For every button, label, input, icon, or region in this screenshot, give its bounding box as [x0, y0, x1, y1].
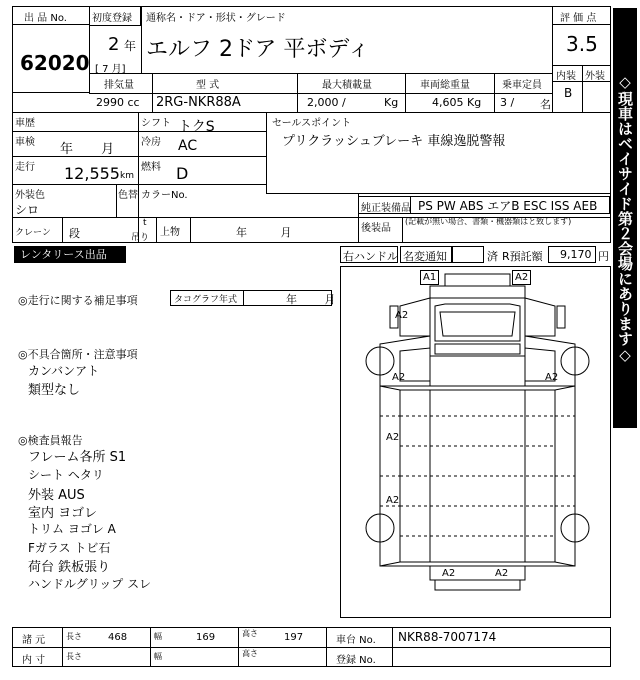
running-notes-label: ◎走行に関する補足事項 [18, 294, 138, 307]
gross-weight: 4,605 Kg [432, 96, 482, 109]
report-item: フレーム各所 S1 [28, 450, 127, 465]
sales-point-label: セールスポイント [272, 118, 352, 129]
overall-grade: 3.5 [566, 32, 598, 56]
mileage: 12,555 [64, 164, 120, 183]
inner-dims-label: 内 寸 [22, 655, 46, 666]
report-item: Fガラス トビ石 [28, 541, 111, 555]
registration-label: 登録 No. [336, 655, 376, 666]
chassis-label: 車台 No. [336, 635, 376, 646]
truck-outline [340, 266, 611, 618]
report-item: ハンドルグリップ スレ [28, 577, 152, 591]
name-change-label: 名変通知 [403, 250, 447, 263]
mileage-label: 走行 [15, 162, 35, 173]
capacity-unit: 名 [540, 98, 551, 111]
mileage-unit: km [120, 171, 134, 181]
dims-label: 諸 元 [22, 635, 46, 646]
reg-year-unit: 年 [124, 39, 137, 53]
damage-mark: A2 [395, 310, 409, 321]
grade-label: 評 価 点 [560, 13, 597, 24]
damage-mark: A2 [386, 495, 400, 506]
report-item: トリム ヨゴレ A [28, 522, 116, 536]
exterior-grade-label: 外装 [585, 71, 605, 82]
upper-label: 上物 [160, 227, 180, 238]
color-change-label: 色替 [118, 190, 138, 201]
damage-mark: A1 [420, 270, 439, 285]
car-name: エルフ 2ドア 平ボディ [146, 37, 370, 62]
aftermarket-note: (記載が無い場合、書類・機器類はと致します) [405, 217, 572, 226]
crane-label: クレーン [15, 228, 51, 238]
inspection-value: 年 月 [60, 142, 115, 157]
inner-length-label: 長さ [66, 652, 82, 661]
damage-mark: A2 [442, 568, 456, 579]
recycle-label: R預託額 [502, 250, 543, 263]
crane-lift: 吊り [131, 233, 150, 243]
shift-label: シフト [141, 118, 171, 129]
report-item: 外装 AUS [28, 488, 85, 503]
report-item: シート ヘタリ [28, 468, 104, 482]
chassis-number: NKR88-7007174 [398, 630, 497, 644]
inner-height-label: 高さ [242, 649, 258, 658]
defect-line-2: 類型なし [28, 383, 81, 398]
report-item: 室内 ヨゴレ [28, 506, 98, 521]
ac: AC [178, 138, 198, 154]
damage-mark: A2 [392, 372, 406, 383]
damage-mark: A2 [545, 372, 559, 383]
tachograph-date: 年 月 [286, 293, 336, 306]
damage-mark: A2 [495, 568, 509, 579]
inspector-report-label: ◎検査員報告 [18, 434, 83, 447]
displacement-label: 排気量 [104, 80, 134, 91]
reg-month: [ 7 月] [95, 64, 126, 75]
report-item: 荷台 鉄板張り [28, 560, 111, 575]
crane-ton: t [143, 218, 147, 228]
lot-number: 62020 [20, 51, 90, 75]
width-label: 幅 [154, 632, 162, 641]
first-reg-label: 初度登録 [92, 13, 132, 24]
fuel: D [176, 164, 189, 183]
rhd-label: 右ハンドル [343, 250, 398, 263]
shift: トクS [178, 119, 215, 135]
reg-year: 2 [108, 34, 120, 55]
venue-banner: ◇現車はベイサイド第２会場にあります◇ [613, 8, 637, 428]
upper-date: 年 月 [236, 226, 292, 239]
length: 468 [108, 632, 128, 643]
recycle-unit: 円 [598, 250, 609, 263]
inspection-label: 車検 [15, 137, 35, 148]
max-load-unit: Kg [384, 96, 399, 109]
inner-width-label: 幅 [154, 652, 162, 661]
max-load: 2,000 / [307, 96, 346, 109]
max-load-label: 最大積載量 [322, 80, 372, 91]
recycle-amount: 9,170 [560, 248, 592, 261]
height-label: 高さ [242, 629, 258, 638]
color-code-label: カラーNo. [141, 190, 188, 201]
tachograph-label: タコグラフ年式 [174, 295, 238, 305]
sales-point: プリクラッシュブレーキ 車線逸脱警報 [282, 134, 506, 149]
fuel-label: 燃料 [141, 162, 161, 173]
aftermarket-label: 後装品 [361, 223, 391, 234]
equipment-label: 純正装備品 [361, 203, 411, 214]
interior-grade-label: 内装 [556, 71, 576, 82]
interior-grade: B [564, 86, 573, 100]
gross-weight-label: 車両総重量 [420, 80, 470, 91]
width: 169 [196, 632, 216, 643]
height: 197 [284, 632, 304, 643]
crane-segments: 段 [69, 227, 80, 240]
capacity-label: 乗車定員 [502, 80, 542, 91]
defect-line-1: カンバンアト [28, 364, 100, 378]
history-label: 車歴 [15, 118, 35, 129]
color-label: 外装色 [15, 190, 45, 201]
defects-label: ◎不具合箇所・注意事項 [18, 348, 138, 361]
ac-label: 冷房 [141, 137, 161, 148]
lot-label: 出 品 No. [24, 13, 67, 24]
damage-mark: A2 [512, 270, 531, 285]
equipment-list: PS PW ABS エアB ESC ISS AEB [418, 199, 598, 213]
length-label: 長さ [66, 632, 82, 641]
recycle-prefix: 済 [487, 250, 498, 263]
capacity: 3 / [500, 96, 515, 109]
car-name-label: 通称名・ドア・形状・グレード [146, 13, 286, 24]
displacement: 2990 cc [96, 96, 140, 109]
exterior-color: シロ [15, 203, 40, 217]
model-code: 2RG-NKR88A [156, 95, 241, 110]
model-label: 型 式 [196, 80, 220, 91]
damage-mark: A2 [386, 432, 400, 443]
rental-badge: レンタリース出品 [14, 246, 126, 263]
